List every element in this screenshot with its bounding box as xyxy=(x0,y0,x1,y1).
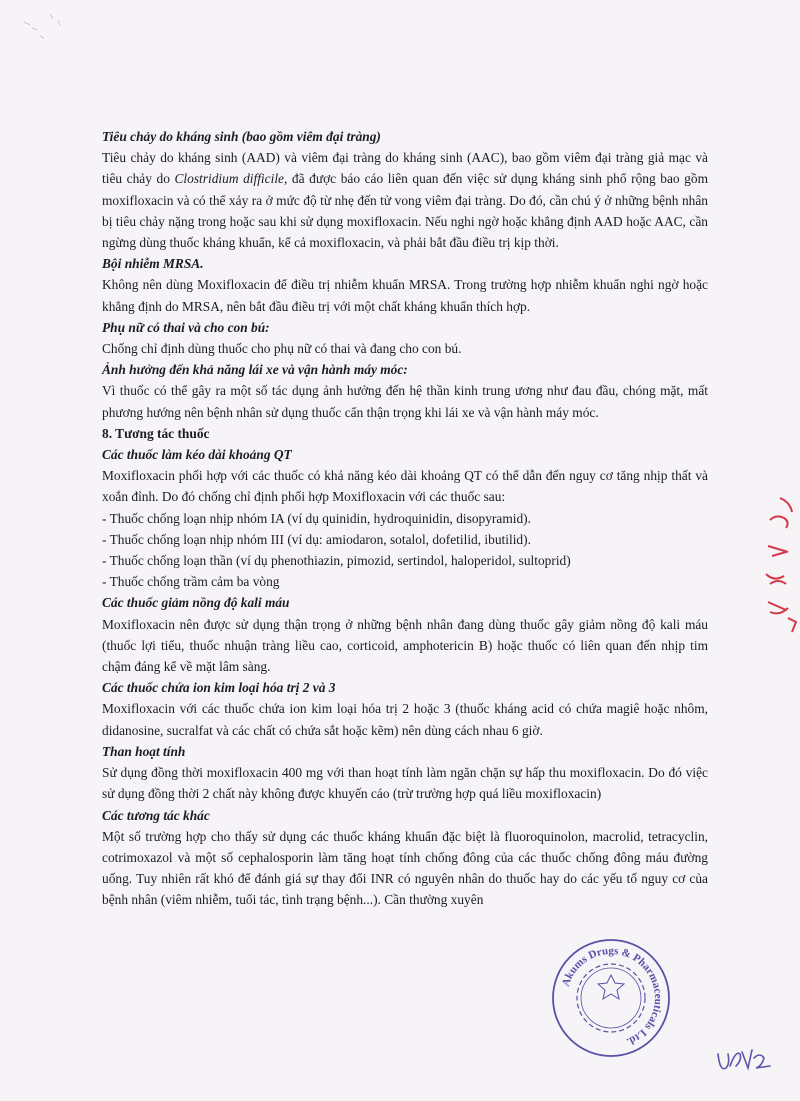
subsection-heading: Các thuốc giảm nồng độ kali máu xyxy=(102,595,290,611)
body-paragraph: Chống chỉ định dùng thuốc cho phụ nữ có thai và đang cho con bú. xyxy=(102,341,462,357)
body-paragraph: - Thuốc chống loạn nhịp nhóm IA (ví dụ quinidin, hydroquinidin, disopyramid). xyxy=(102,510,531,526)
body-paragraph: Moxifloxacin với các thuốc chứa ion kim loại hóa trị 2 hoặc 3 (thuốc kháng acid có chứa magiê hoặc nhôm, didanosine, sucralfat và các chất có chứa sắt hoặc kẽm) nên dùng cách nhau 6 giờ. xyxy=(102,701,708,738)
body-paragraph: Moxifloxacin phối hợp với các thuốc có khả năng kéo dài khoảng QT có thể dẫn đến nguy cơ tăng nhịp thất và xoắn đỉnh. Do đó chống chỉ định phối hợp Moxifloxacin với các thuốc sau: xyxy=(102,468,708,505)
body-paragraph: Không nên dùng Moxifloxacin để điều trị nhiễm khuẩn MRSA. Trong trường hợp nhiễm khuẩn nghi ngờ hoặc khẳng định do MRSA, nên bắt đầu điều trị với một chất kháng khuẩn thích hợp. xyxy=(102,277,708,314)
body-paragraph: Vì thuốc có thể gây ra một số tác dụng ảnh hưởng đến hệ thần kinh trung ương như đau đầu, chóng mặt, mất phương hướng nên bệnh nhân sử dụng thuốc cẩn thận trọng khi lái xe và vận hành máy móc. xyxy=(102,383,708,420)
subsection-heading: Các thuốc chứa ion kim loại hóa trị 2 và 3 xyxy=(102,680,336,696)
body-paragraph: Sử dụng đồng thời moxifloxacin 400 mg với than hoạt tính làm ngăn chặn sự hấp thu moxifloxacin. Do đó việc sử dụng đồng thời 2 chất này không được khuyến cáo (trừ trường hợp quá liều moxifloxacin) xyxy=(102,765,708,802)
company-seal-stamp xyxy=(548,935,674,1061)
body-paragraph: Tiêu chảy do kháng sinh (AAD) và viêm đại tràng do kháng sinh (AAC), bao gồm viêm đại tràng giả mạc và tiêu chảy do Clostridium difficile, đã được báo cáo liên quan đến việc sử dụng kháng sinh phổ rộng bao gồm moxifloxacin và có thể xảy ra ở mức độ từ nhẹ đến tử vong viêm đại tràng. Do đó, cần chú ý ở những bệnh nhân bị tiêu chảy nặng trong hoặc sau khi sử dụng moxifloxacin. Nếu nghi ngờ hoặc khẳng định AAD hoặc AAC, cần ngừng dùng thuốc kháng khuẩn, kể cả moxifloxacin, và phải bắt đầu điều trị kịp thời. xyxy=(102,150,708,251)
handwritten-signature xyxy=(712,1040,782,1080)
body-paragraph: - Thuốc chống loạn nhịp nhóm III (ví dụ: amiodaron, sotalol, dofetilid, ibutilid). xyxy=(102,531,531,547)
seal-text: Akums Drugs & Pharmaceuticals Ltd. xyxy=(559,944,665,1048)
body-paragraph: Một số trường hợp cho thấy sử dụng các thuốc kháng khuẩn đặc biệt là fluoroquinolon, macrolid, tetracyclin, cotrimoxazol và một số cephalosporin làm tăng hoạt tính chống đông của các thuốc chống đông máu đường uống. Tuy nhiên rất khó để đánh giá sự thay đổi INR có nguyên nhân do thuốc hay do các yếu tố nguy cơ của bệnh nhân (viêm nhiễm, tuổi tác, tình trạng bệnh...). Cần thường xuyên xyxy=(102,828,708,908)
subsection-heading: Phụ nữ có thai và cho con bú: xyxy=(102,319,270,335)
subsection-heading: Các tương tác khác xyxy=(102,807,210,823)
subsection-heading: Các thuốc làm kéo dài khoảng QT xyxy=(102,447,292,463)
document-body xyxy=(102,126,708,911)
subsection-heading: Ảnh hưởng đến khả năng lái xe và vận hành máy móc: xyxy=(102,362,408,378)
body-paragraph: Moxifloxacin nên được sử dụng thận trọng ở những bệnh nhân đang dùng thuốc gây giảm nồng độ kali máu (thuốc lợi tiểu, thuốc nhuận tràng liều cao, corticoid, amphotericin B) hoặc thuốc có liên quan đến nhịp tim chậm đáng kể về mặt lâm sàng. xyxy=(102,616,708,675)
body-paragraph: - Thuốc chống loạn thần (ví dụ phenothiazin, pimozid, sertindol, haloperidol, sultoprid) xyxy=(102,553,571,569)
subsection-heading: Tiêu chảy do kháng sinh (bao gồm viêm đại tràng) xyxy=(102,129,381,144)
subsection-heading: Than hoạt tính xyxy=(102,743,186,759)
section-heading: 8. Tương tác thuốc xyxy=(102,425,210,441)
subsection-heading: Bội nhiễm MRSA. xyxy=(102,256,204,272)
body-paragraph: - Thuốc chống trầm cảm ba vòng xyxy=(102,574,280,590)
corner-scuff-marks xyxy=(10,6,70,46)
side-stamp-fragment xyxy=(758,490,798,640)
